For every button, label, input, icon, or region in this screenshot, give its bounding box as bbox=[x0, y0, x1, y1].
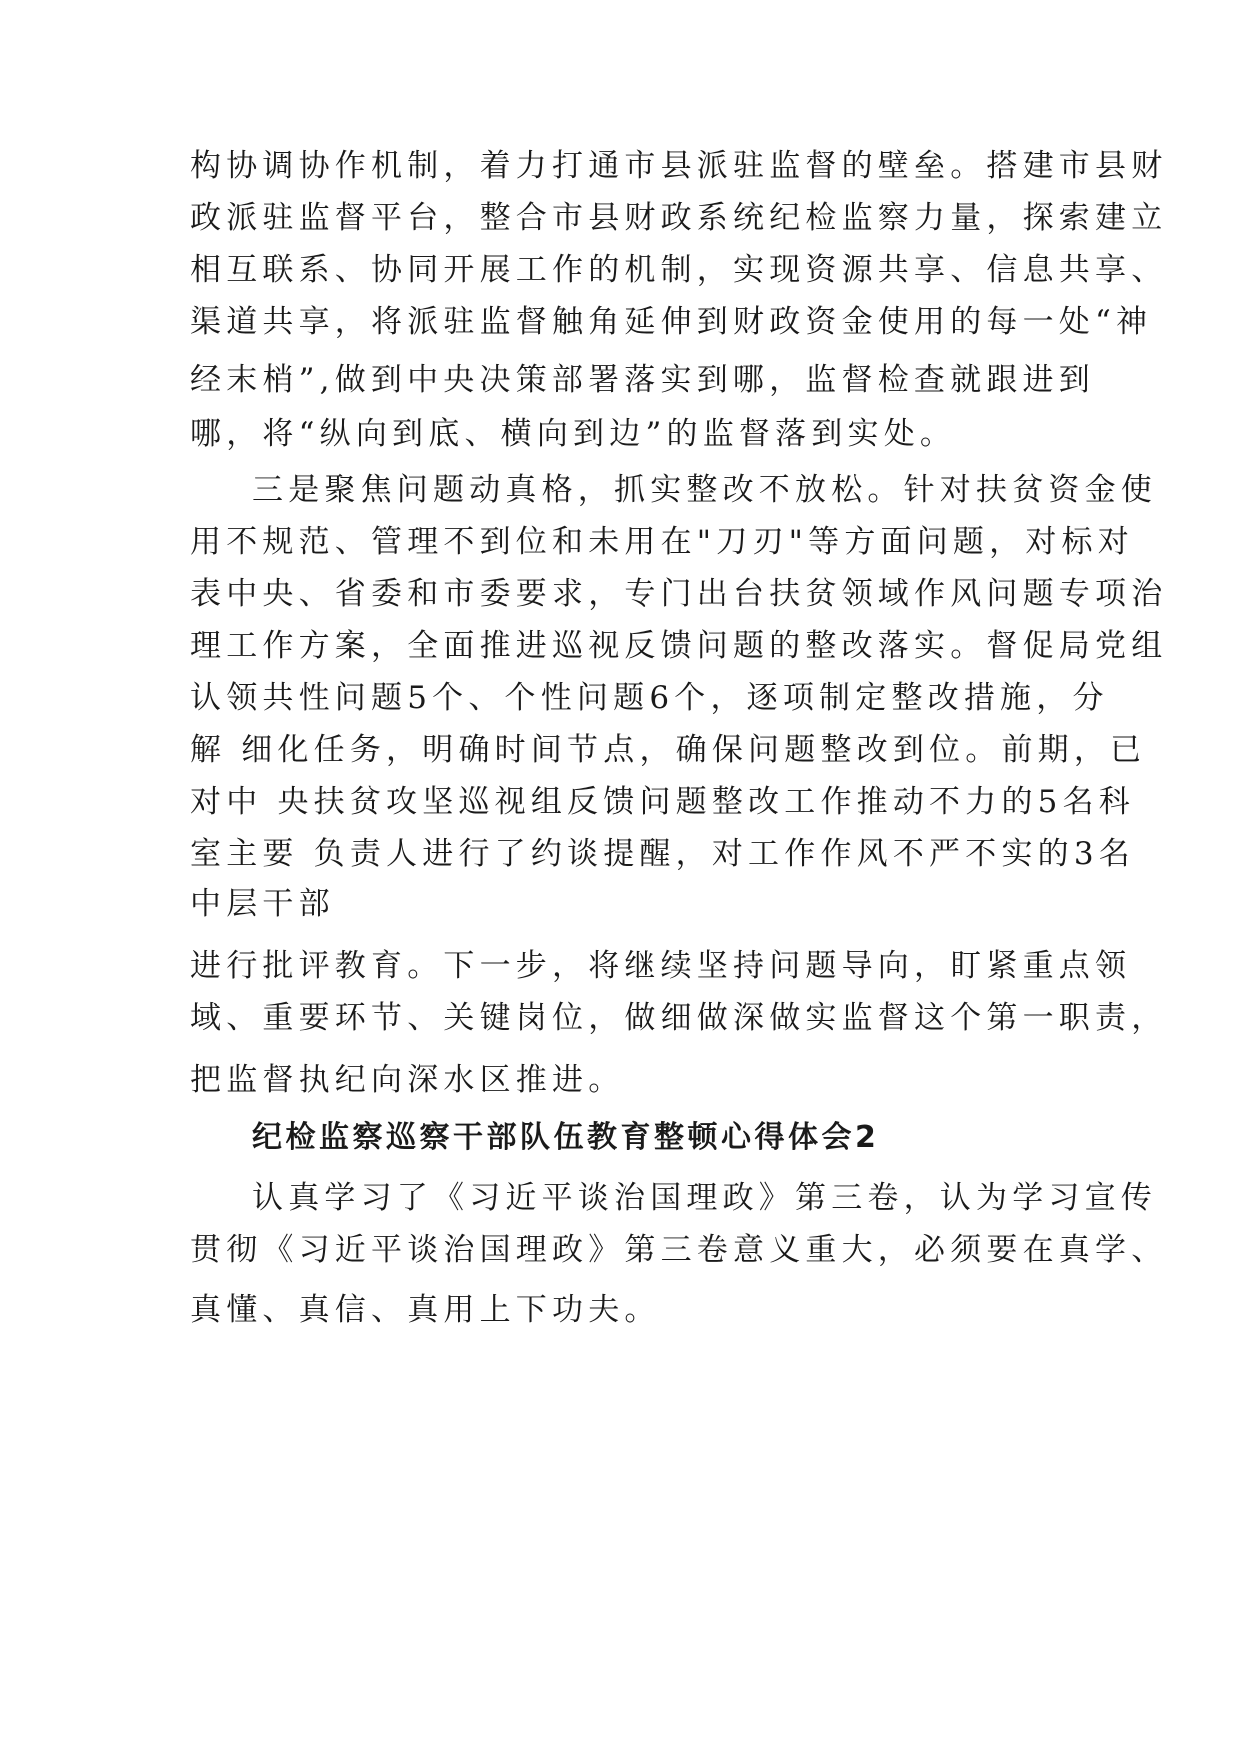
paragraph-line: 三是聚焦问题动真格，抓实整改不放松。针对扶贫资金使 bbox=[252, 472, 1157, 508]
paragraph-line: 真懂、真信、真用上下功夫。 bbox=[190, 1292, 661, 1328]
paragraph-line: 哪，将“纵向到底、横向到边”的监督落到实处。 bbox=[190, 416, 957, 452]
paragraph-line: 相互联系、协同开展工作的机制，实现资源共享、信息共享、 bbox=[190, 252, 1168, 288]
paragraph-line: 室主要 负责人进行了约谈提醒，对工作作风不严不实的3名 bbox=[190, 836, 1135, 872]
paragraph-line: 认真学习了《习近平谈治国理政》第三卷，认为学习宣传 bbox=[252, 1180, 1157, 1216]
paragraph-line: 域、重要环节、关键岗位，做细做深做实监督这个第一职责， bbox=[190, 1000, 1168, 1036]
paragraph-line: 对中 央扶贫攻坚巡视组反馈问题整改工作推动不力的5名科 bbox=[190, 784, 1135, 820]
paragraph-line: 渠道共享，将派驻监督触角延伸到财政资金使用的每一处“神 bbox=[190, 304, 1153, 340]
paragraph-line: 认领共性问题5个、个性问题6个，逐项制定整改措施，分 bbox=[190, 680, 1109, 716]
paragraph-line: 理工作方案，全面推进巡视反馈问题的整改落实。督促局党组 bbox=[190, 628, 1168, 664]
paragraph-line: 表中央、省委和市委要求，专门出台扶贫领域作风问题专项治 bbox=[190, 576, 1168, 612]
paragraph-line: 用不规范、管理不到位和未用在"刀刃"等方面问题，对标对 bbox=[190, 524, 1134, 560]
paragraph-line: 贯彻《习近平谈治国理政》第三卷意义重大，必须要在真学、 bbox=[190, 1232, 1168, 1268]
paragraph-line: 中层干部 bbox=[190, 886, 335, 922]
paragraph-line: 构协调协作机制，着力打通市县派驻监督的壁垒。搭建市县财 bbox=[190, 148, 1168, 184]
paragraph-line: 政派驻监督平台，整合市县财政系统纪检监察力量，探索建立 bbox=[190, 200, 1168, 236]
section-heading: 纪检监察巡察干部队伍教育整顿心得体会2 bbox=[252, 1120, 880, 1155]
paragraph-line: 经末梢”,做到中央决策部署落实到哪，监督检查就跟进到 bbox=[190, 362, 1095, 398]
paragraph-line: 解 细化任务，明确时间节点，确保问题整改到位。前期，已 bbox=[190, 732, 1147, 768]
paragraph-line: 进行批评教育。下一步，将继续坚持问题导向，盯紧重点领 bbox=[190, 948, 1132, 984]
paragraph-line: 把监督执纪向深水区推进。 bbox=[190, 1062, 625, 1098]
